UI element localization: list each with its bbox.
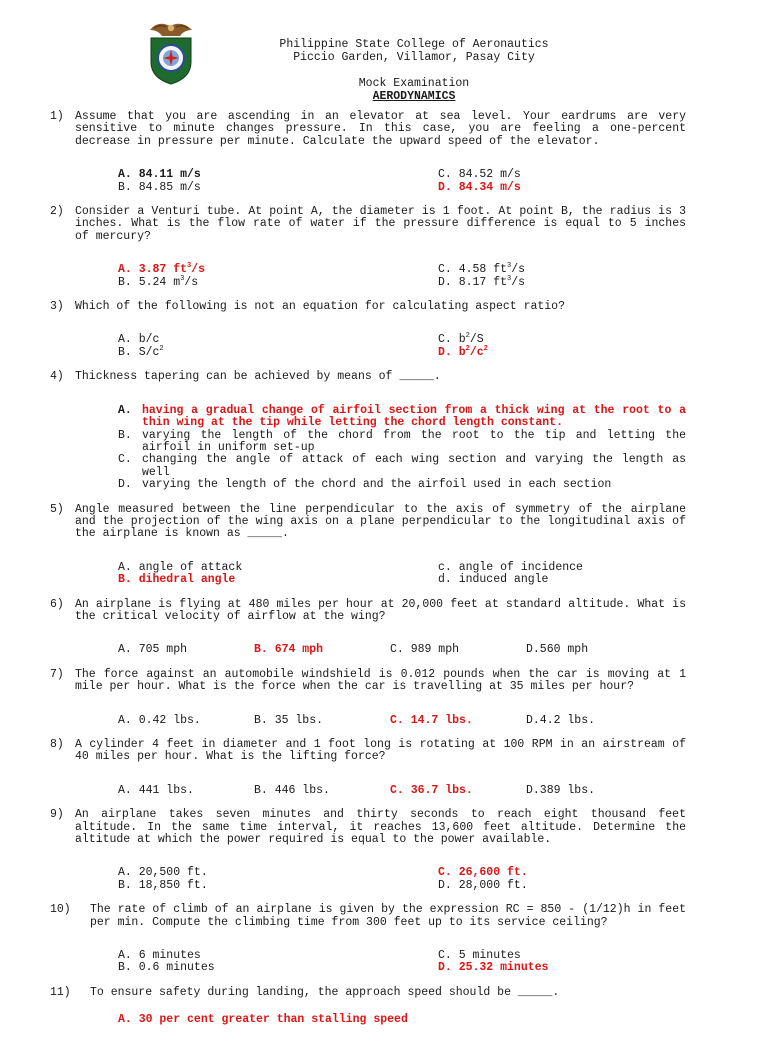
option-b: B. 35 lbs. (254, 713, 324, 727)
option-b: B. $S/c^2$ (118, 345, 164, 359)
question-number: 5) (50, 502, 64, 516)
option-c: C. changing the angle of attack of each wing section and varying the length as well (118, 453, 686, 479)
option-c-answer: C. 26,600 ft. (438, 866, 528, 880)
option-c: C. 989 mph (390, 643, 460, 657)
question-stem: To ensure safety during landing, the approach speed should be _____. (90, 985, 560, 999)
option-c: c. angle of incidence (438, 560, 583, 574)
question-number: 11) (50, 985, 71, 999)
options (118, 644, 686, 656)
options (118, 405, 686, 492)
option-b: B. varying the length of the chord from the root to the tip and letting the airfoil in uniform set-up (118, 428, 686, 454)
question-stem: Consider a Venturi tube. At point A, the diameter is 1 foot. At point B, the radius is 3 inches. What is the flow rate of water if the pressure difference is equal to 5 inches of mercury? (75, 205, 686, 243)
option-b: B. 5.24 $m^3/s$ (118, 274, 199, 289)
exam-subject: AERODYNAMICS (372, 90, 456, 103)
option-b: B. 0.6 minutes (118, 961, 215, 975)
option-b-answer: B. dihedral angle (118, 573, 236, 587)
option-d: d. induced angle (438, 573, 549, 587)
option-a: A. 0.42 lbs. (118, 713, 201, 727)
question-stem: Angle measured between the line perpendicular to the axis of symmetry of the airplane and the projection of the wing axis on a plane perpendicular to the longitudinal axis of the airplane is known as _____. (75, 502, 686, 541)
question-6 (50, 599, 686, 657)
option-d: D.4.2 lbs. (526, 713, 596, 727)
option-a: A. 84.11 m/s (118, 168, 201, 182)
option-b: B. 84.85 m/s (118, 180, 201, 194)
option-d: D. 28,000 ft. (438, 878, 528, 892)
question-number: 7) (50, 667, 64, 681)
question-number: 6) (50, 597, 64, 611)
question-list (50, 111, 686, 1039)
question-stem: An airplane is flying at 480 miles per hour at 20,000 feet at standard altitude. What is the critical velocity of airflow at the wing? (75, 597, 686, 623)
option-a: A. 20,500 ft. (118, 866, 208, 880)
options (118, 867, 686, 892)
option-b: B. 446 lbs. (254, 783, 330, 797)
question-number: 10) (50, 903, 71, 917)
option-d: D.389 lbs. (526, 783, 596, 797)
question-7 (50, 669, 686, 727)
question-8 (50, 739, 686, 797)
option-c-answer: C. 14.7 lbs. (390, 713, 473, 727)
question-stem: The rate of climb of an airplane is given by the expression RC = 850 - (1/12)h in feet per min. Compute the climbing time from 300 feet up to its service ceiling? (90, 903, 686, 929)
question-3 (50, 301, 686, 359)
question-1 (50, 111, 686, 194)
option-c: C. 84.52 m/s (438, 168, 521, 182)
options (118, 950, 686, 975)
question-stem: Assume that you are ascending in an elevator at sea level. Your eardrums are very sensitive to minute changes pressure. In this case, you are feeling a one-percent decrease in pressure per minute. Calculate the upward speed of the elevator. (75, 110, 686, 148)
option-d-answer: D. 84.34 m/s (438, 180, 521, 194)
question-number: 4) (50, 370, 64, 384)
options (118, 562, 686, 587)
question-number: 3) (50, 300, 64, 314)
options (118, 334, 686, 359)
question-4 (50, 371, 686, 491)
question-stem: Which of the following is not an equation for calculating aspect ratio? (75, 300, 565, 314)
question-stem: A cylinder 4 feet in diameter and 1 foot long is rotating at 100 RPM in an airstream of 40 miles per hour. What is the lifting force? (75, 738, 686, 764)
option-c-answer: C. 36.7 lbs. (390, 783, 473, 797)
options (118, 1014, 686, 1026)
question-2 (50, 206, 686, 289)
question-stem: An airplane takes seven minutes and thirty seconds to reach eight thousand feet altitude. In the same time interval, it reaches 13,600 feet altitude. Determine the altitude at which the power required is equal to the power available. (75, 808, 686, 847)
question-number: 8) (50, 738, 64, 751)
school-name: Philippine State College of Aeronautics (279, 38, 549, 51)
option-c: C. 4.58 $ft^3/s$ (438, 262, 526, 277)
question-number: 1) (50, 110, 64, 123)
question-stem: Thickness tapering can be achieved by means of _____. (75, 370, 441, 384)
options (118, 785, 686, 797)
question-number: 9) (50, 808, 64, 822)
option-b-answer: B. 674 mph (254, 643, 324, 657)
option-d-answer: D. 25.32 minutes (438, 961, 549, 975)
option-a: A. 705 mph (118, 643, 188, 657)
option-d-answer: D. $b^2/c^2$ (438, 345, 488, 359)
option-a: A. 6 minutes (118, 949, 201, 963)
option-c: C. $b^2/S$ (438, 332, 484, 347)
options (118, 715, 686, 727)
option-a-answer: A. having a gradual change of airfoil section from a thick wing at the root to a thin wing at the tip while letting the chord length constant. (118, 403, 686, 430)
option-b: B. 18,850 ft. (118, 878, 208, 892)
question-11 (50, 987, 686, 1027)
option-a-answer: A. 30 per cent greater than stalling speed (118, 1013, 408, 1027)
question-9 (50, 809, 686, 892)
option-d: D.560 mph (526, 643, 589, 657)
option-a-answer: A. 3.87 $ft^3/s$ (118, 262, 206, 277)
question-number: 2) (50, 205, 64, 219)
option-d: D. 8.17 $ft^3/s$ (438, 274, 526, 289)
question-10 (50, 904, 686, 975)
option-c: C. 5 minutes (438, 949, 521, 963)
document-header (0, 38, 768, 103)
question-5 (50, 504, 686, 587)
options (118, 264, 686, 289)
option-a: A. angle of attack (118, 560, 243, 574)
school-address: Piccio Garden, Villamor, Pasay City (293, 51, 535, 64)
options (118, 169, 686, 194)
option-a: A. b/c (118, 333, 160, 347)
option-a: A. 441 lbs. (118, 783, 194, 797)
option-d: D. varying the length of the chord and the airfoil used in each section (118, 478, 612, 492)
exam-title: Mock Examination (358, 77, 470, 90)
question-stem: The force against an automobile windshield is 0.012 pounds when the car is moving at 1 mile per hour. What is the force when the car is travelling at 35 miles per hour? (75, 667, 686, 694)
